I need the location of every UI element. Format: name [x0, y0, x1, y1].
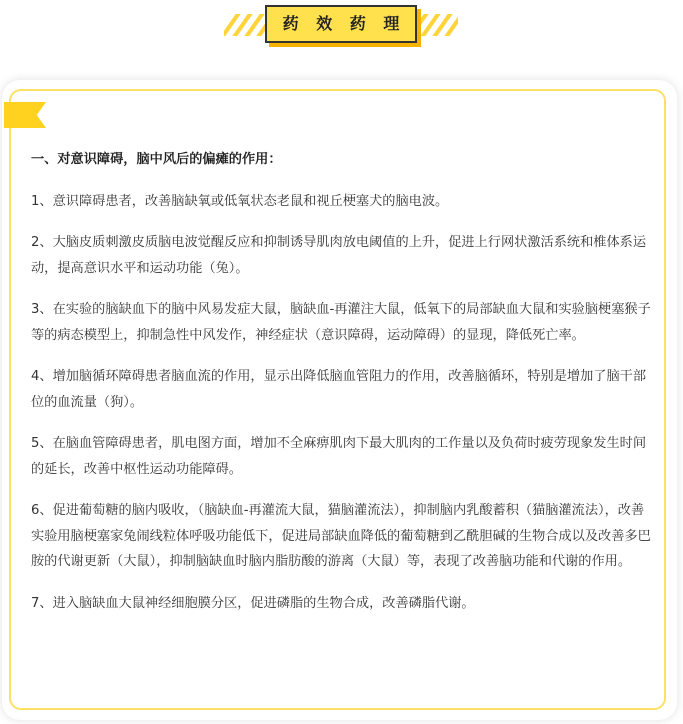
- title-badge: [265, 5, 417, 43]
- section-header: [0, 0, 683, 56]
- paragraph-2: 2、大脑皮质刺激皮质脑电波觉醒反应和抑制诱导肌肉放电阈值的上升，促进上行网状激活系统和椎体系运动，提高意识水平和运动功能（兔）。: [31, 235, 647, 276]
- paragraph-6: 6、促进葡萄糖的脑内吸收，（脑缺血-再灌流大鼠，猫脑灌流法），抑制脑内乳酸蓄积（猫脑灌流法），改善实验用脑梗塞家兔闹线粒体呼吸功能低下，促进局部缺血降低的葡萄糖到乙酰胆碱的生物合成以及改善多巴胺的代谢更新（大鼠），抑制脑缺血时脑内脂肪酸的游离（大鼠）等，表现了改善脑功能和代谢的作用。: [31, 503, 651, 569]
- paragraph-3: 3、在实验的脑缺血下的脑中风易发症大鼠，脑缺血-再灌注大鼠，低氧下的局部缺血大鼠和实验脑梗塞猴子等的病态模型上，抑制急性中风发作，神经症状（意识障碍，运动障碍）的显现，降低死亡率。: [31, 302, 651, 343]
- article-heading: 一、对意识障碍，脑中风后的偏瘫的作用：: [31, 152, 282, 167]
- article-body: [31, 147, 651, 632]
- paragraph-1: 1、意识障碍患者，改善脑缺氧或低氧状态老鼠和视丘梗塞犬的脑电波。: [31, 193, 449, 209]
- decorative-stripes-right: [412, 14, 458, 36]
- section-title: 药 效 药 理: [282, 14, 406, 33]
- paragraph-7: 7、进入脑缺血大鼠神经细胞膜分区，促进磷脂的生物合成，改善磷脂代谢。: [31, 595, 475, 611]
- paragraph-4: 4、增加脑循环障碍患者脑血流的作用，显示出降低脑血管阻力的作用，改善脑循环，特别是增加了脑干部位的血流量（狗）。: [31, 369, 647, 410]
- ribbon-icon: [4, 102, 46, 132]
- decorative-stripes-left: [224, 14, 270, 36]
- paragraph-5: 5、在脑血管障碍患者，肌电图方面，增加不全麻痹肌肉下最大肌肉的工作量以及负荷时疲劳现象发生时间的延长，改善中枢性运动功能障碍。: [31, 436, 647, 477]
